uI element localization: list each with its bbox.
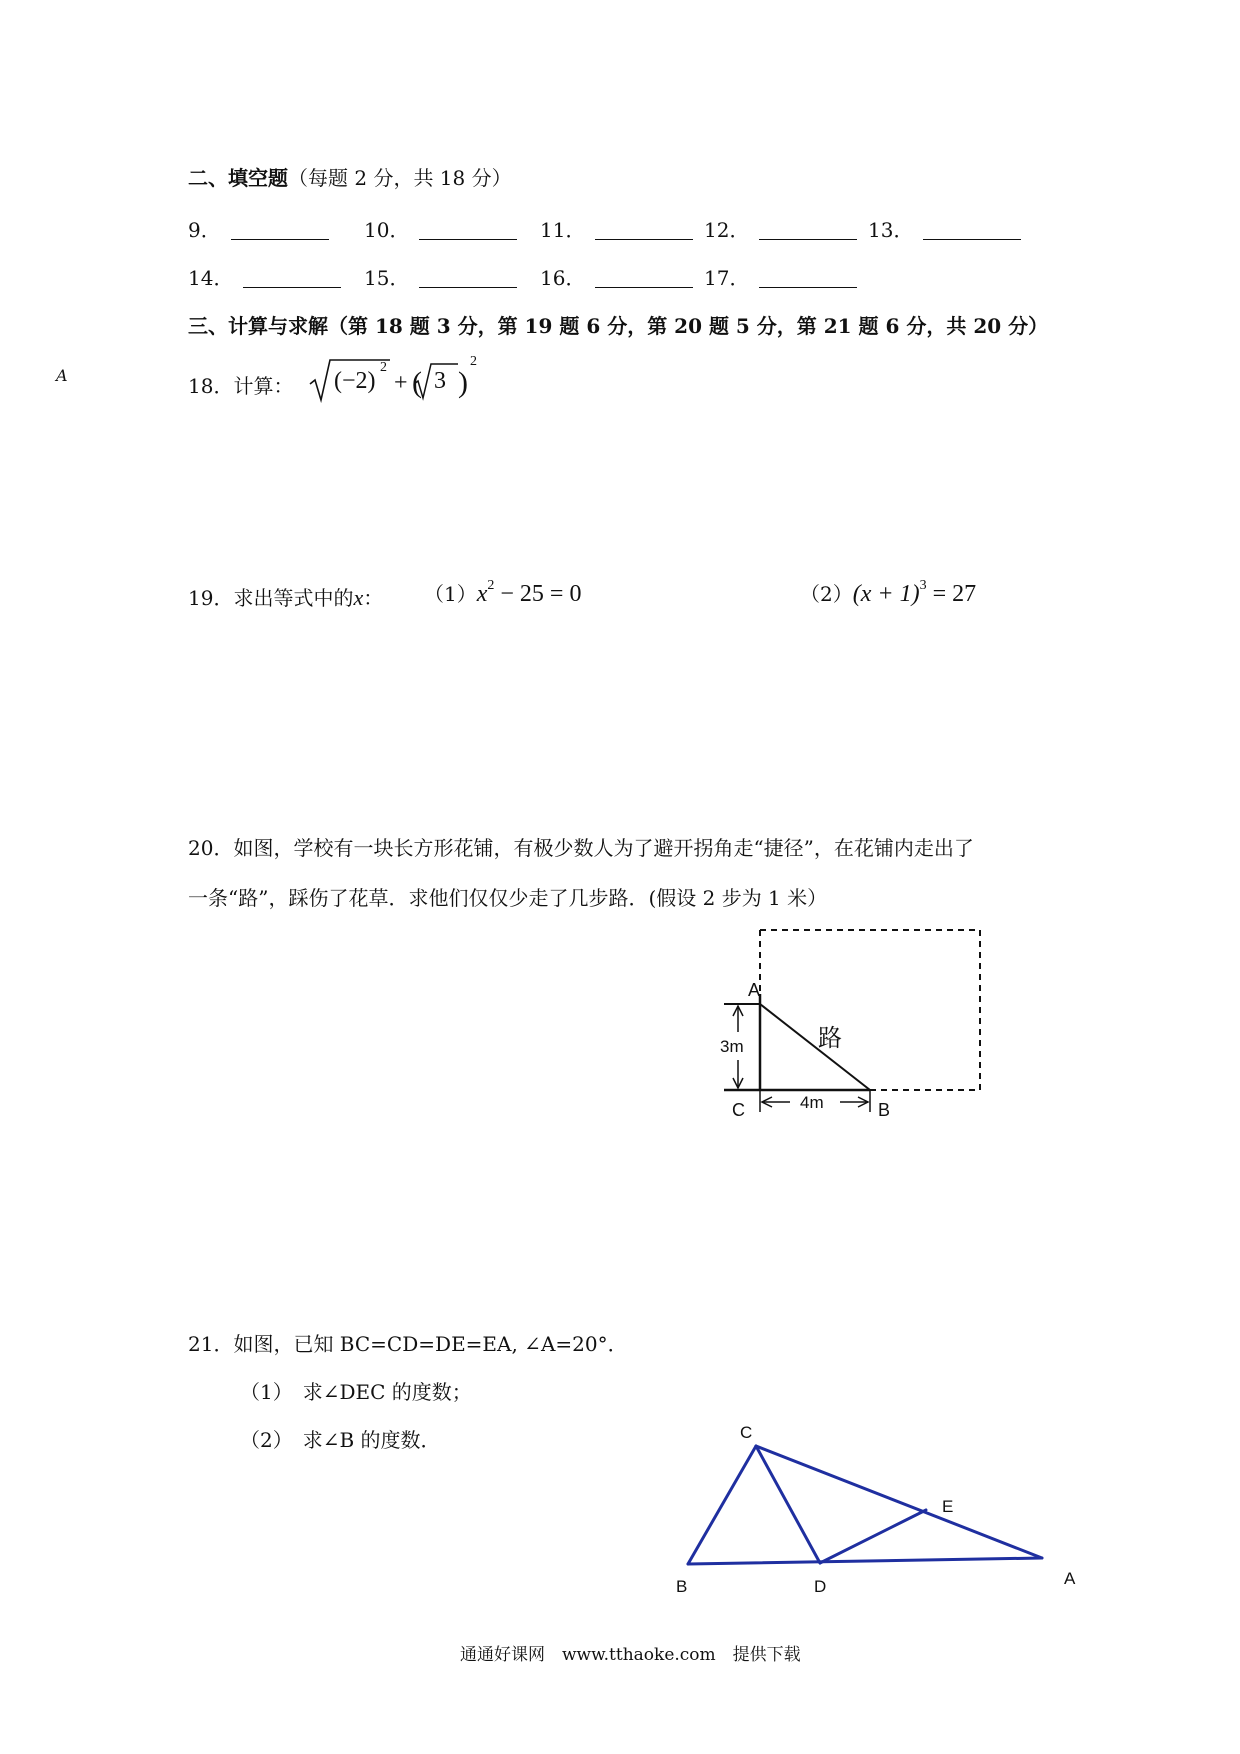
blank-10: 10． bbox=[364, 214, 517, 243]
q19-part2-base: (x + 1) bbox=[852, 581, 920, 607]
section2-title: 二、填空题 bbox=[188, 166, 288, 190]
q20-label-a: A bbox=[748, 980, 761, 1000]
q21-sub2: （2） 求∠B 的度数． bbox=[240, 1428, 441, 1452]
q21-sub1: （1） 求∠DEC 的度数； bbox=[240, 1380, 472, 1404]
q19-part2 bbox=[800, 578, 976, 608]
q19-part1-exp: 2 bbox=[487, 578, 495, 593]
q20-label-c: C bbox=[732, 1100, 745, 1120]
q18-exp-b: 2 bbox=[470, 354, 477, 369]
q20-figure bbox=[700, 920, 1000, 1130]
q21-line1: 21．如图，已知 BC=CD=DE=EA, ∠A=20°． bbox=[188, 1332, 628, 1356]
q18-term-b: 3 bbox=[434, 368, 446, 394]
q19-part1-rest: − 25 = 0 bbox=[494, 581, 582, 607]
q20-line1: 20．如图，学校有一块长方形花铺，有极少数人为了避开拐角走“捷径”，在花铺内走出了 bbox=[188, 836, 974, 860]
q21-label-a: A bbox=[1064, 1569, 1076, 1588]
q19-part2-exp: 3 bbox=[919, 578, 927, 593]
q21-figure bbox=[660, 1420, 1100, 1610]
section2-note: （每题 2 分，共 18 分） bbox=[288, 166, 512, 190]
blank-14: 14． bbox=[188, 262, 341, 291]
margin-mark: A bbox=[56, 366, 68, 385]
q20-label-3m: 3m bbox=[720, 1037, 744, 1056]
q19-colon: ： bbox=[363, 586, 384, 610]
q19-label: 19．求出等式中的 bbox=[188, 586, 354, 610]
q20-line2: 一条“路”，踩伤了花草．求他们仅仅少走了几步路．(假设 2 步为 1 米） bbox=[188, 886, 828, 910]
q19-part1-base: x bbox=[476, 581, 488, 607]
q18-paren-close: ) bbox=[458, 366, 468, 399]
q21-label-e: E bbox=[942, 1497, 954, 1516]
q20-label-road: 路 bbox=[818, 1024, 842, 1052]
q19-part2-rest: = 27 bbox=[926, 581, 977, 607]
q19 bbox=[188, 582, 383, 611]
q21-label-c: C bbox=[740, 1423, 753, 1442]
blank-13: 13． bbox=[868, 214, 1021, 243]
q20-label-b: B bbox=[878, 1100, 891, 1120]
section2-heading bbox=[188, 162, 512, 191]
blank-9: 9． bbox=[188, 214, 329, 243]
q19-part1 bbox=[424, 578, 581, 608]
q18-label: 18．计算： bbox=[188, 374, 294, 398]
blank-12: 12． bbox=[704, 214, 857, 243]
q18 bbox=[188, 370, 293, 399]
blank-11: 11． bbox=[540, 214, 693, 243]
q19-part2-label: （2） bbox=[800, 582, 853, 606]
q18-plus: + bbox=[394, 370, 408, 396]
blank-16: 16． bbox=[540, 262, 693, 291]
page-footer: 通通好课网 www.tthaoke.com 提供下载 bbox=[460, 1645, 801, 1665]
section3-title: 三、计算与求解（第 18 题 3 分，第 19 题 6 分，第 20 题 5 分，第 21 题 6 分，共 20 分） bbox=[188, 314, 1049, 338]
q18-term-a: (−2) bbox=[334, 368, 376, 394]
q21-label-d: D bbox=[814, 1577, 827, 1596]
q19-part1-label: （1） bbox=[424, 582, 477, 606]
q20-label-4m: 4m bbox=[800, 1093, 824, 1112]
q18-exp-a: 2 bbox=[380, 360, 387, 375]
blank-17: 17． bbox=[704, 262, 857, 291]
q18-paren-open: ( bbox=[412, 366, 422, 399]
blank-15: 15． bbox=[364, 262, 517, 291]
q21-label-b: B bbox=[676, 1577, 688, 1596]
q19-var: x bbox=[353, 585, 364, 610]
